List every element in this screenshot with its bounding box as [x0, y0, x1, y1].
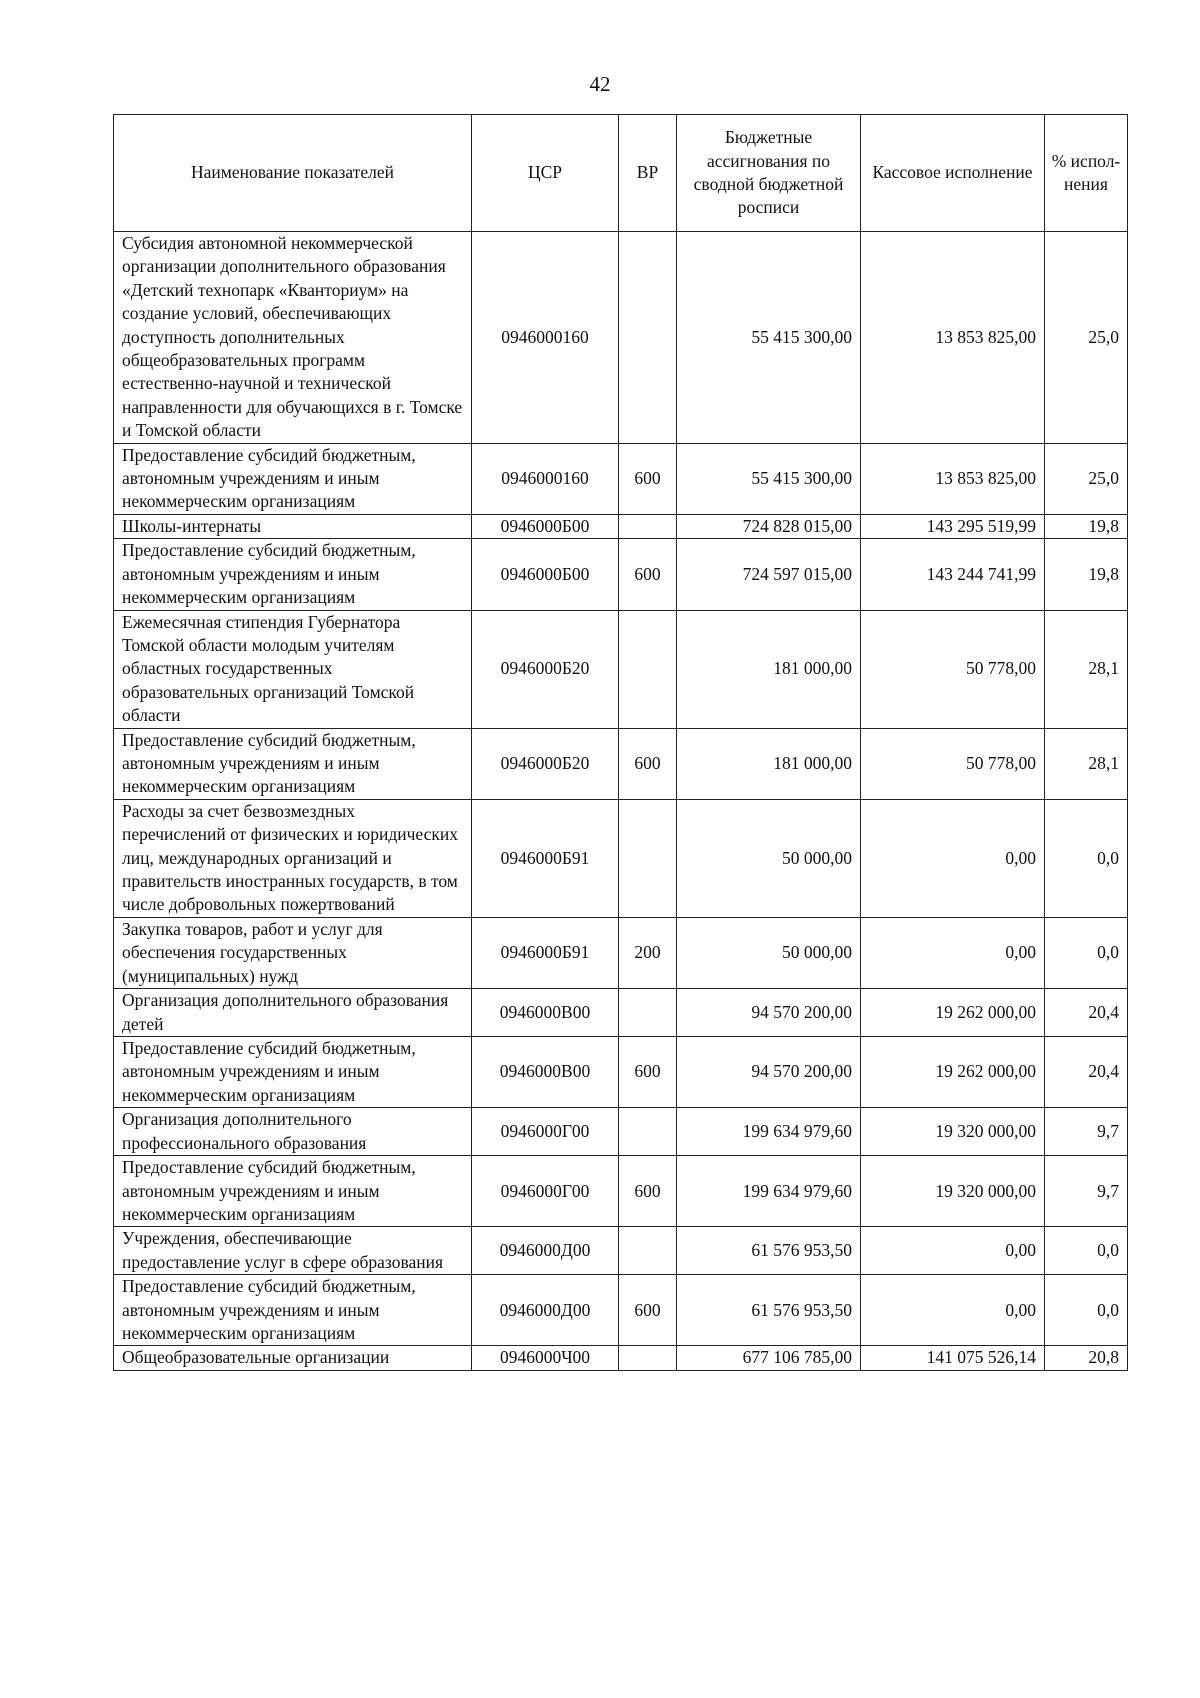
row-budget: 724 597 015,00 [677, 539, 861, 610]
row-name: Организация дополнительного образования детей [114, 989, 472, 1037]
row-vr [619, 1108, 677, 1156]
row-pct: 9,7 [1045, 1108, 1128, 1156]
row-cash: 141 075 526,14 [861, 1346, 1045, 1370]
row-budget: 181 000,00 [677, 728, 861, 799]
row-vr: 600 [619, 539, 677, 610]
row-name: Предоставление субсидий бюджетным, автономным учреждениям и иным некоммерческим организациям [114, 443, 472, 514]
row-cash: 19 262 000,00 [861, 1037, 1045, 1108]
row-cash: 0,00 [861, 799, 1045, 917]
row-name: Общеобразовательные организации [114, 1346, 472, 1370]
row-vr [619, 799, 677, 917]
row-cash: 50 778,00 [861, 728, 1045, 799]
row-csr: 0946000Б91 [472, 917, 619, 988]
header-pct: % испол-нения [1045, 115, 1128, 232]
table-row [114, 443, 1128, 514]
header-csr: ЦСР [472, 115, 619, 232]
row-csr: 0946000Ч00 [472, 1346, 619, 1370]
row-name: Организация дополнительного профессионального образования [114, 1108, 472, 1156]
table-row [114, 917, 1128, 988]
row-budget: 50 000,00 [677, 799, 861, 917]
row-budget: 61 576 953,50 [677, 1227, 861, 1275]
row-name: Закупка товаров, работ и услуг для обеспечения государственных (муниципальных) нужд [114, 917, 472, 988]
row-name: Школы-интернаты [114, 514, 472, 538]
row-cash: 13 853 825,00 [861, 232, 1045, 444]
row-cash: 143 244 741,99 [861, 539, 1045, 610]
header-name: Наименование показателей [114, 115, 472, 232]
table-row [114, 1108, 1128, 1156]
row-vr [619, 514, 677, 538]
row-pct: 28,1 [1045, 728, 1128, 799]
row-pct: 19,8 [1045, 539, 1128, 610]
table-row [114, 514, 1128, 538]
row-pct: 0,0 [1045, 917, 1128, 988]
row-csr: 0946000В00 [472, 989, 619, 1037]
row-csr: 0946000Б91 [472, 799, 619, 917]
row-cash: 13 853 825,00 [861, 443, 1045, 514]
row-csr: 0946000160 [472, 443, 619, 514]
row-name: Предоставление субсидий бюджетным, автономным учреждениям и иным некоммерческим организациям [114, 1037, 472, 1108]
row-csr: 0946000Д00 [472, 1275, 619, 1346]
row-csr: 0946000Г00 [472, 1156, 619, 1227]
row-vr: 200 [619, 917, 677, 988]
header-vr: ВР [619, 115, 677, 232]
row-vr [619, 1227, 677, 1275]
row-budget: 199 634 979,60 [677, 1156, 861, 1227]
table-row [114, 1156, 1128, 1227]
row-pct: 25,0 [1045, 232, 1128, 444]
header-budget: Бюджетные ассигнования по сводной бюджетной росписи [677, 115, 861, 232]
row-budget: 181 000,00 [677, 610, 861, 728]
row-name: Предоставление субсидий бюджетным, автономным учреждениям и иным некоммерческим организациям [114, 1156, 472, 1227]
table-row [114, 1275, 1128, 1346]
row-cash: 50 778,00 [861, 610, 1045, 728]
row-csr: 0946000В00 [472, 1037, 619, 1108]
row-cash: 0,00 [861, 1227, 1045, 1275]
row-budget: 55 415 300,00 [677, 232, 861, 444]
row-pct: 20,4 [1045, 1037, 1128, 1108]
row-vr [619, 610, 677, 728]
row-vr: 600 [619, 1037, 677, 1108]
row-vr: 600 [619, 1156, 677, 1227]
row-pct: 28,1 [1045, 610, 1128, 728]
row-budget: 50 000,00 [677, 917, 861, 988]
table-row [114, 610, 1128, 728]
row-csr: 0946000Б00 [472, 539, 619, 610]
row-budget: 724 828 015,00 [677, 514, 861, 538]
row-name: Предоставление субсидий бюджетным, автономным учреждениям и иным некоммерческим организациям [114, 1275, 472, 1346]
row-budget: 677 106 785,00 [677, 1346, 861, 1370]
row-vr: 600 [619, 1275, 677, 1346]
row-csr: 0946000Б00 [472, 514, 619, 538]
row-name: Учреждения, обеспечивающие предоставление услуг в сфере образования [114, 1227, 472, 1275]
row-cash: 19 262 000,00 [861, 989, 1045, 1037]
row-pct: 0,0 [1045, 799, 1128, 917]
row-pct: 20,4 [1045, 989, 1128, 1037]
table-row [114, 728, 1128, 799]
row-vr [619, 1346, 677, 1370]
row-cash: 19 320 000,00 [861, 1156, 1045, 1227]
row-budget: 199 634 979,60 [677, 1108, 861, 1156]
table-header-row [114, 115, 1128, 232]
row-vr: 600 [619, 443, 677, 514]
row-pct: 9,7 [1045, 1156, 1128, 1227]
header-cash: Кассовое исполнение [861, 115, 1045, 232]
row-cash: 0,00 [861, 917, 1045, 988]
row-cash: 19 320 000,00 [861, 1108, 1045, 1156]
row-vr [619, 989, 677, 1037]
row-pct: 0,0 [1045, 1275, 1128, 1346]
row-cash: 0,00 [861, 1275, 1045, 1346]
table-row [114, 232, 1128, 444]
table-row [114, 539, 1128, 610]
table-row [114, 1346, 1128, 1370]
table-row [114, 1037, 1128, 1108]
row-budget: 94 570 200,00 [677, 1037, 861, 1108]
row-pct: 19,8 [1045, 514, 1128, 538]
row-name: Предоставление субсидий бюджетным, автономным учреждениям и иным некоммерческим организациям [114, 728, 472, 799]
row-budget: 61 576 953,50 [677, 1275, 861, 1346]
row-csr: 0946000Б20 [472, 610, 619, 728]
row-pct: 0,0 [1045, 1227, 1128, 1275]
table-row [114, 799, 1128, 917]
row-cash: 143 295 519,99 [861, 514, 1045, 538]
row-name: Расходы за счет безвозмездных перечислений от физических и юридических лиц, международных организаций и правительств иностранных государств, в том числе добровольных пожертвований [114, 799, 472, 917]
table-row [114, 989, 1128, 1037]
row-csr: 0946000Г00 [472, 1108, 619, 1156]
table-row [114, 1227, 1128, 1275]
row-pct: 25,0 [1045, 443, 1128, 514]
row-name: Предоставление субсидий бюджетным, автономным учреждениям и иным некоммерческим организациям [114, 539, 472, 610]
row-budget: 55 415 300,00 [677, 443, 861, 514]
row-csr: 0946000Б20 [472, 728, 619, 799]
row-vr: 600 [619, 728, 677, 799]
row-pct: 20,8 [1045, 1346, 1128, 1370]
row-csr: 0946000Д00 [472, 1227, 619, 1275]
budget-execution-table [113, 114, 1128, 1371]
row-name: Ежемесячная стипендия Губернатора Томской области молодым учителям областных государственных образовательных организаций Томской области [114, 610, 472, 728]
row-csr: 0946000160 [472, 232, 619, 444]
row-vr [619, 232, 677, 444]
page-number: 42 [589, 72, 611, 96]
row-budget: 94 570 200,00 [677, 989, 861, 1037]
row-name: Субсидия автономной некоммерческой организации дополнительного образования «Детский технопарк «Кванториум» на создание условий, обеспечивающих доступность дополнительных общеобразовательных программ естественно-научной и технической направленности для обучающихся в г. Томске и Томской области [114, 232, 472, 444]
